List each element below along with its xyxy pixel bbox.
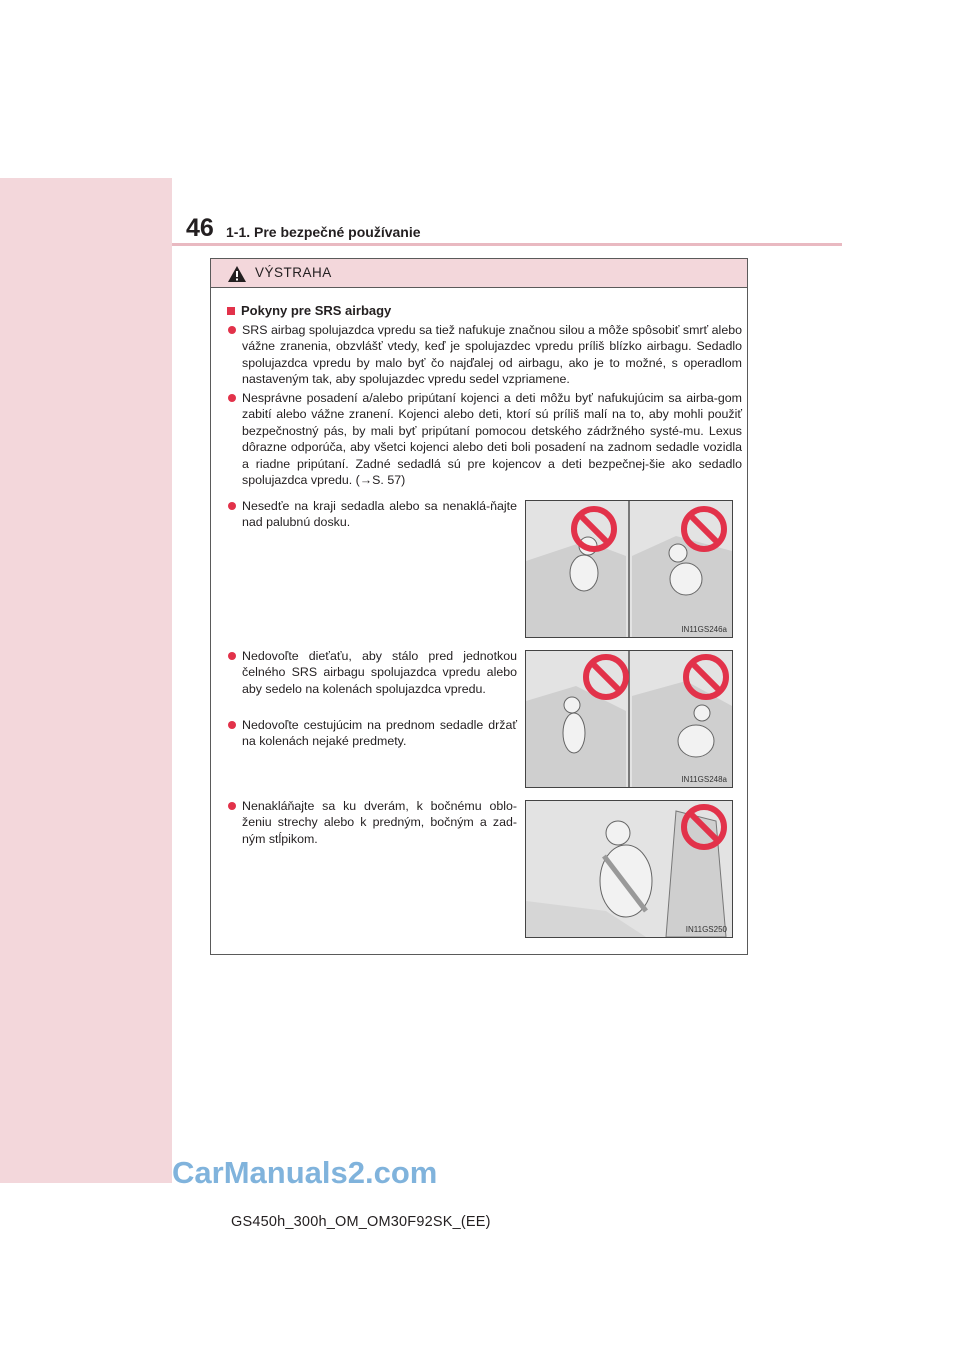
page-number: 46 xyxy=(186,214,214,242)
bullet-item xyxy=(242,498,517,531)
bullet-item xyxy=(242,322,742,388)
warning-box xyxy=(210,258,748,955)
bullet-dot-icon xyxy=(228,502,236,510)
bullet-text: Nesedťe na kraji sedadla alebo sa nenaklá-ňajte nad palubnú dosku. xyxy=(242,499,517,530)
illustration-leaning-dashboard xyxy=(525,500,733,638)
illustration-drawing xyxy=(526,651,732,787)
side-band xyxy=(0,178,172,1183)
figure-code: IN11GS250 xyxy=(685,925,727,934)
figure-code: IN11GS246a xyxy=(681,625,727,634)
subheading-text: Pokyny pre SRS airbagy xyxy=(241,303,392,318)
illustration-child-standing xyxy=(525,650,733,788)
bullet-item xyxy=(242,798,517,847)
bullet-dot-icon xyxy=(228,326,236,334)
watermark-text: CarManuals2.com xyxy=(172,1155,438,1190)
bullet-dot-icon xyxy=(228,802,236,810)
warning-triangle-icon xyxy=(227,265,247,283)
bullet-text: Nesprávne posadení a/alebo pripútaní kojenci a deti môžu byť nafukujúcim sa airba-gom zabití alebo vážne zranení. Kojenci alebo deti, ktorí sú príliš malí na to, aby mohli použiť bezpečnostný pás, by mali byť pripútaní pomocou detského zádržného systé-mu. Lexus dôrazne odporúča, aby všetci kojenci alebo deti boli posadení na zadnom sedadle vozidla a riadne pripútaní. Zadné sedadlá sú pre kojencov a deti bezpečnej-šie ako sedadlo spolujazdca vpredu. (→S. 57) xyxy=(242,391,742,488)
bullet-text: SRS airbag spolujazdca vpredu sa tiež nafukuje značnou silou a môže spôsobiť smrť alebo vážne zranenia, obzvlášť vtedy, keď je spolujazdec vpredu príliš blízko airbagu. Sedadlo spolujazdca vpredu by malo byť čo najďalej od airbagu, ako je to možné, s operadlom nastaveným tak, aby spolujazdec vpredu sedel vzpriamene. xyxy=(242,323,742,387)
bullet-item xyxy=(242,717,517,750)
footer-code: GS450h_300h_OM_OM30F92SK_(EE) xyxy=(231,1214,491,1230)
bullet-dot-icon xyxy=(228,721,236,729)
warning-header xyxy=(211,259,747,288)
bullet-item xyxy=(242,390,742,488)
section-title: 1-1. Pre bezpečné používanie xyxy=(226,224,421,240)
bullet-text: Nedovoľte dieťaťu, aby stálo pred jednotkou čelného SRS airbagu spolujazdca vpredu alebo aby sedelo na kolenách spolujazdca vpredu. xyxy=(242,649,517,696)
illustration-drawing xyxy=(526,501,732,637)
bullet-dot-icon xyxy=(228,394,236,402)
illustration-leaning-door xyxy=(525,800,733,938)
bullet-dot-icon xyxy=(228,652,236,660)
bullet-text: Nedovoľte cestujúcim na prednom sedadle držať na kolenách nejaké predmety. xyxy=(242,718,517,749)
warning-title: VÝSTRAHA xyxy=(255,265,332,280)
header-rule xyxy=(172,243,842,246)
warning-subheading xyxy=(227,303,391,318)
square-bullet-icon xyxy=(227,307,235,315)
bullet-text: Nenakláňajte sa ku dverám, k bočnému oblo-ženiu strechy alebo k predným, bočným a zad-ným stĺpikom. xyxy=(242,799,517,846)
bullet-item xyxy=(242,648,517,697)
figure-code: IN11GS248a xyxy=(681,775,727,784)
illustration-drawing xyxy=(526,801,732,937)
